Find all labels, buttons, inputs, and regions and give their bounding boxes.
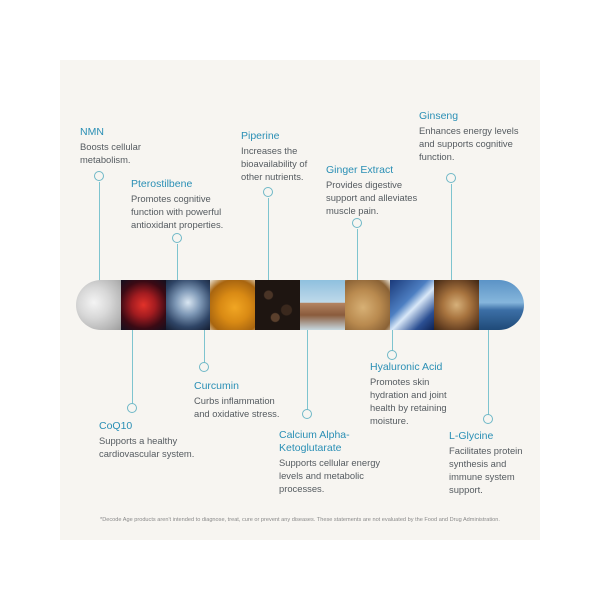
ingredient-title: Curcumin bbox=[194, 380, 239, 392]
label-pterostilbene bbox=[131, 178, 241, 231]
connector-line bbox=[204, 330, 205, 363]
ginger-image bbox=[345, 280, 390, 330]
ingredient-title: Hyaluronic Acid bbox=[370, 361, 443, 373]
ingredient-image-strip bbox=[76, 280, 524, 330]
label-ginger-extract bbox=[326, 164, 430, 217]
ingredient-title: Ginseng bbox=[419, 110, 459, 122]
connector-line bbox=[392, 330, 393, 351]
label-hyaluronic-acid bbox=[370, 361, 462, 427]
athlete-image bbox=[300, 280, 345, 330]
label-ginseng bbox=[419, 110, 531, 163]
connector-dot bbox=[387, 350, 397, 360]
connector-dot bbox=[127, 403, 137, 413]
label-calcium-akg bbox=[279, 429, 379, 495]
connector-line bbox=[177, 244, 178, 282]
ginseng-image bbox=[434, 280, 479, 330]
connector-line bbox=[268, 198, 269, 282]
connector-dot bbox=[172, 233, 182, 243]
disclaimer-footnote: *Decode Age products aren't intended to diagnose, treat, cure or prevent any diseases. These statements are not evaluated by the Food and Drug Administration. bbox=[100, 517, 500, 523]
connector-line bbox=[132, 330, 133, 404]
ingredient-description: Facilitates protein synthesis and immune system support. bbox=[449, 445, 523, 495]
label-curcumin bbox=[194, 380, 294, 420]
ingredient-description: Curbs inflammation and oxidative stress. bbox=[194, 395, 280, 419]
ingredient-title: Piperine bbox=[241, 130, 280, 142]
connector-dot bbox=[263, 187, 273, 197]
nmn-powder-image bbox=[76, 280, 121, 330]
ingredient-title: L-Glycine bbox=[449, 430, 494, 442]
label-nmn bbox=[80, 126, 180, 166]
label-piperine bbox=[241, 130, 321, 183]
connector-dot bbox=[302, 409, 312, 419]
ingredient-description: Provides digestive support and alleviates muscle pain. bbox=[326, 179, 418, 216]
ingredient-description: Promotes cognitive function with powerful antioxidant properties. bbox=[131, 193, 224, 230]
label-l-glycine bbox=[449, 430, 533, 496]
ingredient-description: Boosts cellular metabolism. bbox=[80, 141, 141, 165]
ingredient-description: Supports cellular energy levels and metabolic processes. bbox=[279, 457, 381, 494]
ingredient-title: Ginger Extract bbox=[326, 164, 394, 176]
label-coq10 bbox=[99, 420, 203, 460]
brain-image bbox=[166, 280, 211, 330]
hyaluronic-acid-image bbox=[390, 280, 435, 330]
ingredient-description: Supports a healthy cardiovascular system. bbox=[99, 435, 195, 459]
connector-dot bbox=[199, 362, 209, 372]
ingredient-title: Calcium Alpha-Ketoglutarate bbox=[279, 429, 350, 454]
connector-dot bbox=[446, 173, 456, 183]
ingredient-description: Promotes skin hydration and joint health by retaining moisture. bbox=[370, 376, 447, 426]
connector-line bbox=[488, 330, 489, 415]
connector-line bbox=[451, 184, 452, 282]
runner-image bbox=[479, 280, 524, 330]
turmeric-image bbox=[210, 280, 255, 330]
heart-image bbox=[121, 280, 166, 330]
connector-line bbox=[99, 182, 100, 282]
connector-dot bbox=[483, 414, 493, 424]
connector-dot bbox=[352, 218, 362, 228]
ingredient-title: Pterostilbene bbox=[131, 178, 193, 190]
connector-line bbox=[357, 229, 358, 282]
ingredient-title: CoQ10 bbox=[99, 420, 133, 432]
ingredient-description: Enhances energy levels and supports cognitive function. bbox=[419, 125, 519, 162]
ingredient-description: Increases the bioavailability of other nutrients. bbox=[241, 145, 308, 182]
connector-dot bbox=[94, 171, 104, 181]
connector-line bbox=[307, 330, 308, 410]
ingredient-title: NMN bbox=[80, 126, 104, 138]
black-pepper-image bbox=[255, 280, 300, 330]
